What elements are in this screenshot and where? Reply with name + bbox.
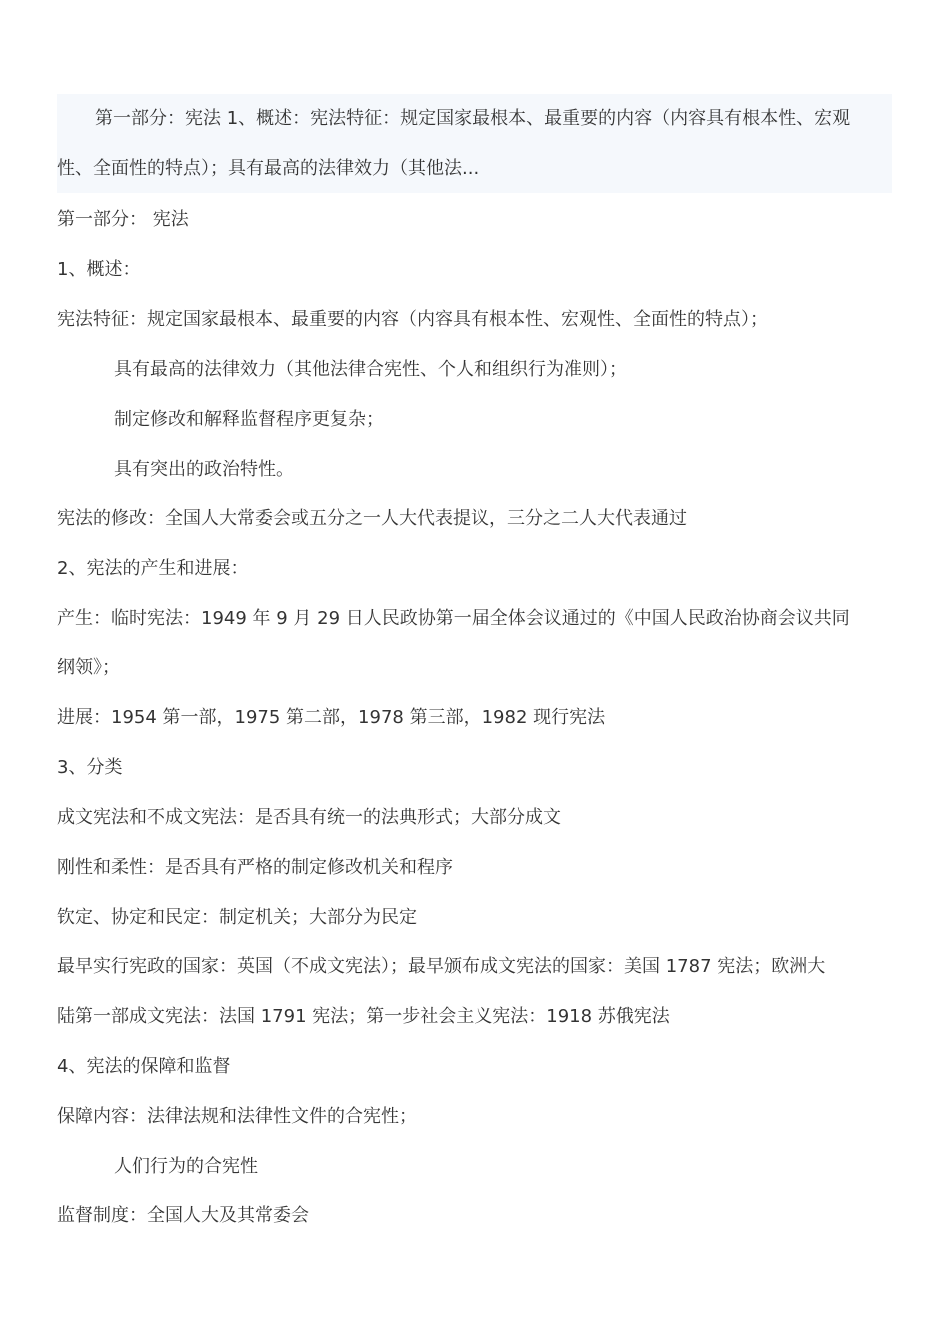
indented-text-line: 具有突出的政治特性。 [114, 459, 294, 480]
indented-text-line: 具有最高的法律效力（其他法律合宪性、个人和组织行为准则）； [114, 359, 627, 380]
text-line: 陆第一部成文宪法：法国 1791 宪法；第一步社会主义宪法：1918 苏俄宪法 [57, 1006, 670, 1027]
text-line: 监督制度：全国人大及其常委会 [57, 1205, 309, 1226]
section-heading-safeguard: 4、宪法的保障和监督 [57, 1056, 231, 1077]
text-line: 进展：1954 第一部，1975 第二部，1978 第三部，1982 现行宪法 [57, 707, 606, 728]
summary-box [57, 94, 892, 193]
text-line: 刚性和柔性：是否具有严格的制定修改机关和程序 [57, 857, 453, 878]
text-line: 宪法特征：规定国家最根本、最重要的内容（内容具有根本性、宏观性、全面性的特点）； [57, 309, 768, 330]
text-line: 钦定、协定和民定：制定机关；大部分为民定 [57, 907, 417, 928]
text-line: 成文宪法和不成文宪法：是否具有统一的法典形式；大部分成文 [57, 807, 561, 828]
part-heading: 第一部分： 宪法 [57, 209, 189, 230]
summary-text: 第一部分：宪法 1、概述：宪法特征：规定国家最根本、最重要的内容（内容具有根本性、宏观性、全面性的特点）；具有最高的法律效力（其他法... [57, 108, 851, 179]
section-heading-origin: 2、宪法的产生和进展： [57, 558, 249, 579]
text-line: 纲领》； [57, 657, 120, 678]
text-line: 产生：临时宪法：1949 年 9 月 29 日人民政协第一届全体会议通过的《中国人民政治协商会议共同 [57, 608, 850, 629]
text-line: 宪法的修改：全国人大常委会或五分之一人大代表提议，三分之二人大代表通过 [57, 508, 687, 529]
section-heading-overview: 1、概述： [57, 259, 141, 280]
section-heading-classification: 3、分类 [57, 757, 123, 778]
text-line: 最早实行宪政的国家：英国（不成文宪法）；最早颁布成文宪法的国家：美国 1787 宪法；欧洲大 [57, 956, 826, 977]
indented-text-line: 人们行为的合宪性 [114, 1156, 258, 1177]
text-line: 保障内容：法律法规和法律性文件的合宪性； [57, 1106, 417, 1127]
indented-text-line: 制定修改和解释监督程序更复杂； [114, 409, 384, 430]
